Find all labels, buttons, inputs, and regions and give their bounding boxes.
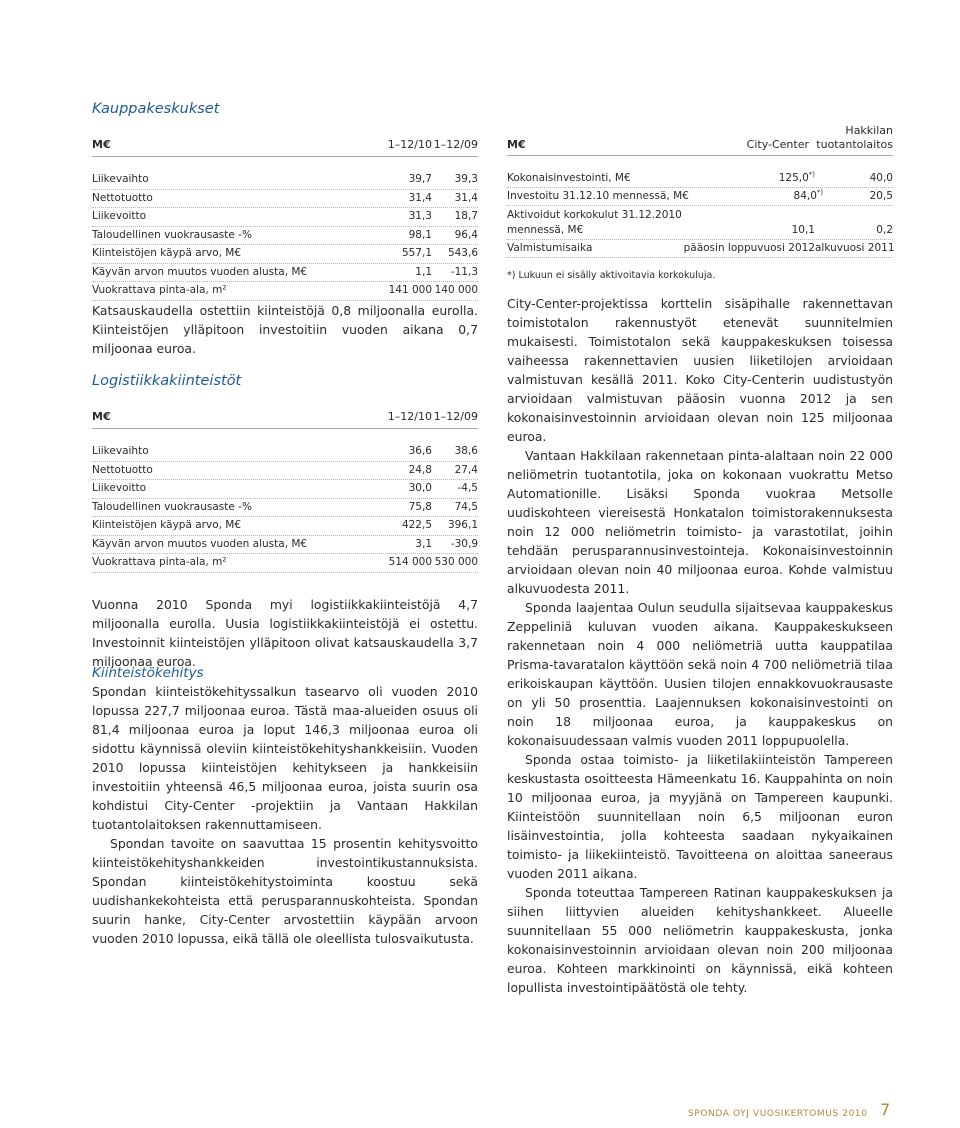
row-value-2009: 396,1 — [447, 519, 478, 531]
row-value-2010: 24,8 — [408, 463, 432, 476]
row-value-2010: 141 000 — [388, 284, 432, 296]
table-row — [92, 227, 478, 246]
table-row — [92, 499, 478, 518]
row-value-2009: -11,3 — [450, 265, 478, 278]
row-label: Nettotuotto — [92, 463, 153, 476]
right-paragraph-4: Sponda ostaa toimisto- ja liiketilakiinteistön Tampereen keskustasta osoitteesta Hämeenkatu 16. Kauppahinta on noin 10 miljoonaa euroa, ja myyjänä on Tampereen kaupunki. Kiinteistöön suunnitellaan noin 6,5 miljoonan euron lisäinvestointia, jolla kohteesta saadaan nykyaikainen toimisto- ja liikekiinteistö. Tavoitteena on aloittaa saneeraus vuoden 2011 aikana. — [507, 752, 893, 881]
row-value-2010: 514 000 — [388, 556, 432, 568]
row-value-2010: 75,8 — [408, 500, 432, 513]
col1-header: City-Center — [746, 138, 809, 151]
row-label: Kiinteistöjen käypä arvo, M€ — [92, 247, 242, 259]
footer-text: SPONDA OYJ VUOSIKERTOMUS 2010 — [688, 1109, 868, 1119]
table-row — [92, 443, 478, 462]
row-label: Kiinteistöjen käypä arvo, M€ — [92, 519, 242, 531]
row-value-2010: 557,1 — [401, 247, 432, 259]
row-value-2009: 530 000 — [434, 556, 478, 568]
logistiikka-table-header — [92, 410, 478, 429]
row-value-2010: 422,5 — [401, 519, 432, 531]
kehitys-title: Kiinteistökehitys — [92, 665, 204, 681]
kehitys-paragraph-2: Spondan tavoite on saavuttaa 15 prosentin kehitysvoitto kiinteistökehityshankkeiden investointikustannuksista. Spondan kiinteistökehitystoiminta koostuu sekä uudishankekohteista että perusparannuskohteista. Spondan suurin hanke, City-Center arvostettiin käypään arvoon vuoden 2010 lopussa, eikä tällä ole oleellista tulosvaikutusta. — [92, 836, 478, 946]
value: 125,0 — [778, 172, 809, 184]
col2-header-line1: Hakkilan — [845, 124, 893, 137]
row-value-2009: 27,4 — [454, 463, 478, 476]
row-value-hakkila: alkuvuosi 2011 — [815, 242, 895, 254]
kehitys-section — [92, 664, 478, 948]
row-value-city-center — [689, 188, 823, 205]
row-value-2009: 140 000 — [434, 284, 478, 296]
table-row — [92, 480, 478, 499]
table-row — [92, 554, 478, 573]
row-value-2010: 36,6 — [408, 445, 432, 457]
logistiikka-table — [92, 443, 478, 573]
right-paragraph-1: City-Center-projektissa korttelin sisäpihalle rakennettavan toimistotalon rakennustyöt etenevät suunnitelmien mukaisesti. Toimistotalon sekä kauppakeskuksen toisessa vaiheessa rakennettavien uusien liiketilojen arvioidaan valmistuvan kesällä 2011. Koko City-Centerin uudistustyön arvioidaan valmistuvan pääosin vuonna 2012 ja sen kokonaisinvestoinnin arvioidaan olevan noin 125 miljoonaa euroa. — [507, 296, 893, 444]
col2-header — [809, 124, 893, 152]
row-label: Taloudellinen vuokrausaste -% — [92, 228, 252, 241]
row-label: Liikevaihto — [92, 173, 149, 185]
footnote-mark: *) — [816, 188, 824, 197]
row-value-2009: 74,5 — [454, 500, 478, 513]
row-value-city-center — [665, 170, 815, 187]
table-row — [507, 188, 893, 206]
row-value-2009: 31,4 — [454, 191, 478, 204]
right-paragraph-2: Vantaan Hakkilaan rakennetaan pinta-alaltaan noin 22 000 neliömetrin tuotantotila, joka on kokonaan vuokrattu Metso Automationille. Lisäksi Sponda vuokraa Metsolle uudiskohteen viereisestä Honkatalon toimistorakennuksesta noin 12 000 neliömetrin toimisto- ja varastotilat, joihin tehdään perusparannusinvestointeja. Kokonaisinvestoinnin arvioidaan olevan noin 40 miljoonaa euroa. Kohde valmistuu alkuvuodesta 2011. — [507, 448, 893, 596]
projects-table — [507, 170, 893, 258]
value: 84,0 — [793, 190, 817, 202]
right-paragraph-3: Sponda laajentaa Oulun seudulla sijaitsevaa kauppakeskus Zeppeliniä kuluvan vuoden aikana. Kauppakeskukseen rakennetaan noin 4 000 neliömetriä uutta kauppatilaa Prisma-tavaratalon käyttöön sekä noin 4 700 neliömetriä tilaa erikoiskaupan käyttöön. Uusien tilojen ennakkovuokrausaste on yli 50 prosenttia. Laajennuksen kokonaisinvestointi on noin 18 miljoonaa euroa, ja kauppakeskus on kokonaisuudessaan valmis vuoden 2011 loppupuolella. — [507, 600, 893, 748]
row-value-2009: 38,6 — [454, 445, 478, 457]
row-label-line2: mennessä, M€ — [507, 224, 584, 236]
col1-header: 1–12/10 — [387, 410, 432, 423]
row-label: Käyvän arvon muutos vuoden alusta, M€ — [92, 537, 308, 550]
unit-label: M€ — [92, 138, 111, 151]
row-value-2010: 3,1 — [415, 537, 432, 550]
kauppakeskukset-paragraph: Katsauskaudella ostettiin kiinteistöjä 0,8 miljoonalla eurolla. Kiinteistöjen ylläpitoon investoitiin vuoden aikana 0,7 miljoonaa euroa. — [92, 302, 478, 356]
col2-header: 1–12/09 — [433, 410, 478, 423]
unit-label: M€ — [507, 138, 526, 151]
row-label: Taloudellinen vuokrausaste -% — [92, 500, 252, 513]
row-label: Vuokrattava pinta-ala, m² — [92, 284, 227, 296]
right-text — [507, 294, 893, 997]
row-label: Vuokrattava pinta-ala, m² — [92, 556, 227, 568]
row-label: Investoitu 31.12.10 mennessä, M€ — [507, 190, 689, 202]
row-value-hakkila: 0,2 — [876, 224, 893, 236]
table-row — [92, 208, 478, 227]
row3-line2 — [507, 223, 893, 239]
row-value-2010: 31,3 — [408, 210, 432, 222]
right-paragraph-5: Sponda toteuttaa Tampereen Ratinan kauppakeskuksen ja siihen liittyvien alueiden kehityshankkeet. Alueelle suunnitellaan 55 000 neliömetrin kauppakeskusta, jonka kokonaisinvestoinnin arvioidaan olevan noin 200 miljoonaa euroa. Kohteen markkinointi on käynnissä, eikä kohteen lopullista investointipäätöstä ole tehty. — [507, 885, 893, 995]
row-label: Käyvän arvon muutos vuoden alusta, M€ — [92, 265, 308, 278]
kauppakeskukset-title: Kauppakeskukset — [92, 101, 220, 117]
table-row — [507, 170, 893, 188]
row-label: Kokonaisinvestointi, M€ — [507, 172, 631, 184]
row-value-2009: 18,7 — [454, 210, 478, 222]
row-label-line1: Aktivoidut korkokulut 31.12.2010 — [507, 209, 682, 221]
col2-header-line2: tuotantolaitos — [816, 138, 893, 151]
table-row — [92, 245, 478, 264]
footnote-mark: *) — [808, 170, 815, 179]
logistiikka-section — [92, 372, 478, 671]
row-label: Liikevoitto — [92, 210, 147, 222]
row-value-2010: 31,4 — [408, 191, 432, 204]
row-value-2009: 96,4 — [454, 228, 478, 241]
unit-label: M€ — [92, 410, 111, 423]
col1-header: 1–12/10 — [387, 138, 432, 151]
row-value-2010: 30,0 — [408, 482, 432, 494]
row-value-hakkila: 20,5 — [869, 190, 893, 202]
row-label: Liikevaihto — [92, 445, 149, 457]
row-value-2010: 1,1 — [415, 265, 432, 278]
row-label: Valmistumisaika — [507, 242, 593, 254]
row-label: Liikevoitto — [92, 482, 147, 494]
table-row — [92, 190, 478, 209]
projects-table-header — [507, 124, 893, 156]
row-value-2010: 39,7 — [408, 173, 432, 185]
table-row — [92, 536, 478, 555]
row-value-2010: 98,1 — [408, 228, 432, 241]
logistiikka-title: Logistiikkakiinteistöt — [92, 373, 242, 389]
row-value-hakkila: 40,0 — [869, 172, 893, 184]
projects-footnote: *) Lukuun ei sisälly aktivoitavia korkokuluja. — [507, 270, 716, 281]
row-value-2009: -30,9 — [450, 537, 478, 550]
kehitys-paragraph-1: Spondan kiinteistökehityssalkun tasearvo oli vuoden 2010 lopussa 227,7 miljoonaa euroa. Tästä maa-alueiden osuus oli 81,4 miljoonaa euroa ja loput 146,3 miljoonaa euroa oli sidottu käynnissä oleviin kiinteistökehityshankkeisiin. Vuoden 2010 lopussa kiinteistöjen kehitykseen ja hankkeisiin investoitiin yhteensä 46,5 miljoonaa euroa, joista suurin osa kohdistui City-Center -projektiin ja Vantaan Hakkilan tuotantolaitoksen rakennuttamiseen. — [92, 684, 478, 832]
kauppakeskukset-table — [92, 171, 478, 301]
row-value-city-center: 10,1 — [791, 224, 815, 236]
row-label: Nettotuotto — [92, 191, 153, 204]
table-row — [92, 264, 478, 283]
kauppakeskukset-section — [92, 100, 478, 358]
kauppakeskukset-table-header — [92, 138, 478, 157]
row-value-city-center: pääosin loppuvuosi 2012 — [683, 242, 815, 254]
row-value-2009: -4,5 — [457, 482, 478, 494]
row-value-2009: 39,3 — [454, 173, 478, 185]
table-row — [92, 517, 478, 536]
projects-section — [507, 124, 893, 281]
col2-header: 1–12/09 — [433, 138, 478, 151]
table-row — [92, 171, 478, 190]
table-row — [92, 282, 478, 301]
logistiikka-paragraph: Vuonna 2010 Sponda myi logistiikkakiinteistöjä 4,7 miljoonalla eurolla. Uusia logistiikkakiinteistöjä ei ostettu. Investoinnit kiinteistöjen ylläpitoon olivat katsauskaudella 3,7 miljoonaa euroa. — [92, 596, 478, 669]
table-row — [507, 240, 893, 258]
table-row — [507, 206, 893, 240]
table-row — [92, 462, 478, 481]
page-number: 7 — [880, 1100, 891, 1119]
row-value-2009: 543,6 — [447, 247, 478, 259]
